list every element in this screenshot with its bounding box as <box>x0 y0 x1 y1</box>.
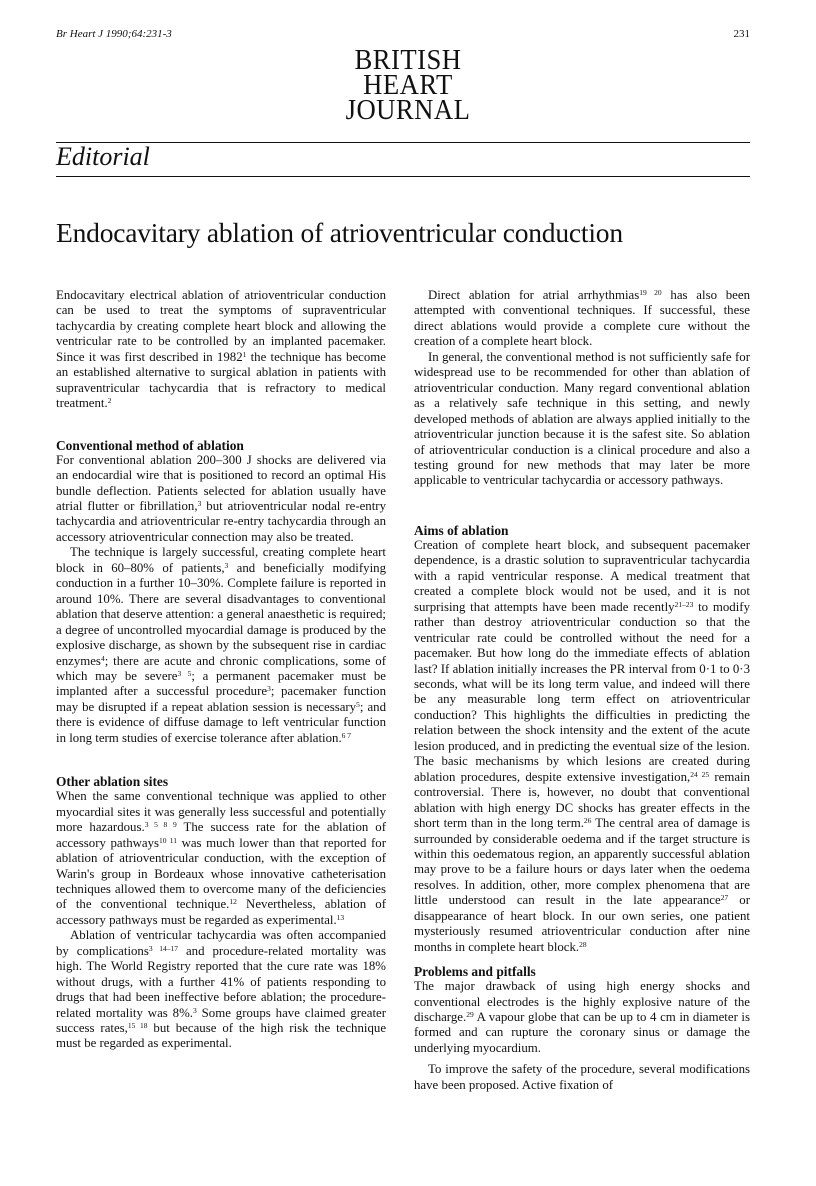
problems-paragraph-1: The major drawback of using high energy shocks and conventional electrodes is the highly explosive nature of the discharge.$^{29}$ A vapour globe that can be up to 4 cm in diameter is formed and can rupture the coronary sinus or damage the underlying myocardium. <box>414 979 750 1055</box>
section-label: Editorial <box>56 142 150 171</box>
other-paragraph-1: When the same conventional technique was applied to other myocardial sites it was generally less successful and potentially more hazardous.$^{3 5 8 9}$ The success rate for the ablation of accessory pathways$^{10 11}$ was much lower than that reported for ablation of atrioventricular conduction, with the exception of Warin's group in Bordeaux whose innovative catheterisation techniques allowed them to overcome many of the deficiencies of the conventional technique.$^{12}$ Nevertheless, ablation of accessory pathways must be regarded as experimental.$^{13}$ <box>56 789 386 927</box>
heading-other-ablation-sites: Other ablation sites <box>56 774 169 790</box>
heading-problems-and-pitfalls: Problems and pitfalls <box>414 964 536 980</box>
heading-aims-of-ablation: Aims of ablation <box>414 522 509 538</box>
problems-paragraph-2: To improve the safety of the procedure, several modifications have been proposed. Active fixation of <box>414 1062 750 1092</box>
masthead-line-2: HEART <box>363 69 453 101</box>
top-rule <box>56 142 750 143</box>
journal-citation: Br Heart J 1990;64:231-3 <box>56 28 172 40</box>
section-rule <box>56 176 750 177</box>
heading-conventional-method: Conventional method of ablation <box>56 437 244 453</box>
right-column <box>414 288 750 1093</box>
conventional-paragraph-2: The technique is largely successful, creating complete heart block in 60–80% of patients,$^3$ and beneficially modifying conduction in a further 10–30%. Complete failure is reported in around 10%. There are several disadvantages to conventional ablation that deserve attention: a general anaesthetic is required; a degree of uncontrolled myocardial damage is produced by the explosive discharge, as shown by the subsequent rise in cardiac enzymes$^4$; there are acute and chronic complications, some of which may be severe$^{3 5}$; a permanent pacemaker must be implanted after a successful procedure$^3$; pacemaker function may be disrupted if a repeat ablation session is necessary$^5$; and there is evidence of diffuse damage to left ventricular function in long term studies of exercise tolerance after ablation.$^{6 7}$ <box>56 545 386 745</box>
masthead-line-3: JOURNAL <box>345 94 471 126</box>
page-number: 231 <box>733 28 750 40</box>
conventional-paragraph-1: For conventional ablation 200–300 J shocks are delivered via an endocardial wire that is positioned to record an optimal His bundle deflection. Patients selected for ablation usually have atrial flutter or fibrillation,$^3$ but atrioventricular nodal re-entry tachycardia and atrioventricular re-entry tachycardia through an accessory atrioventricular connection may also be treated. <box>56 452 386 544</box>
left-column <box>56 288 386 1052</box>
aims-paragraph: Creation of complete heart block, and subsequent pacemaker dependence, is a drastic solution to supraventricular tachycardia with a rapid ventricular response. A medical treatment that created a complete block would not be used, and it is not surprising that attempts have been made recently$^{21-23}$ to modify rather than destroy atrioventricular conduction so that the ventricular rate could be controlled without the need for a pacemaker. But how long do the immediate effects of ablation last? If ablation initially increases the PR interval from 0·1 to 0·3 seconds, what will be its long term value, and indeed will there be any measurable long term effect on atrioventricular conduction? This highlights the difficulties in predicting the relation between the shock intensity and the extent of the acute lesion produced, and in predicting the eventual size of the lesion. The basic mechanisms by which lesions are created during ablation procedures, despite extensive investigation,$^{24 25}$ remain controversial. There is, however, no doubt that conventional ablation with high energy DC shocks has greater effects in the short term than in the long term.$^{26}$ The central area of damage is surrounded by considerable oedema and if the target structure is within this oedematous region, an apparently successful ablation may prove to be a failure hours or days later when the oedema resolves. In addition, other, more complex phenomena that are little understood can result in the late appearance$^{27}$ or disappearance of heart block. In our own series, one patient mysteriously resumed atrioventricular conduction after nine months in complete heart block.$^{28}$ <box>414 537 751 954</box>
intro-paragraph: Endocavitary electrical ablation of atrioventricular conduction can be used to treat the symptoms of supraventricular tachycardia by creating complete heart block and allowing the ventricular rate to be controlled by an implanted pacemaker. Since it was first described in 1982$^1$ the technique has become an established alternative to surgical ablation in patients with supraventricular tachycardia that is refractory to medical treatment.$^2$ <box>56 288 386 411</box>
journal-masthead <box>33 44 784 126</box>
article-title: Endocavitary ablation of atrioventricular conduction <box>56 217 623 248</box>
direct-ablation-paragraph-1: Direct ablation for atrial arrhythmias$^{19 20}$ has also been attempted with conventional techniques. If successful, these direct ablations would provide a complete cure without the creation of a complete heart block. <box>414 288 750 349</box>
masthead-line-1: BRITISH <box>354 44 462 76</box>
direct-ablation-paragraph-2: In general, the conventional method is not sufficiently safe for widespread use to be recommended for other than ablation of atrioventricular conduction. Many regard conventional ablation as a relatively safe technique in this setting, and newly developed methods of ablation are always applied initially to the atrioventricular junction because it is the safest site. So ablation of atrioventricular conduction is a clinical procedure and also a testing ground for new methods that may later be more applicable to ventricular tachycardia or accessory pathways. <box>414 349 750 488</box>
other-paragraph-2: Ablation of ventricular tachycardia was often accompanied by complications$^{3 14-17}$ and procedure-related mortality was high. The World Registry reported that the cure rate was 18% without drugs, with a further 41% of patients responding to drugs that had been ineffective before ablation; the procedure-related mortality was 8%.$^3$ Some groups have claimed greater success rates,$^{15 18}$ but because of the high risk the technique must be regarded as experimental. <box>56 928 387 1051</box>
